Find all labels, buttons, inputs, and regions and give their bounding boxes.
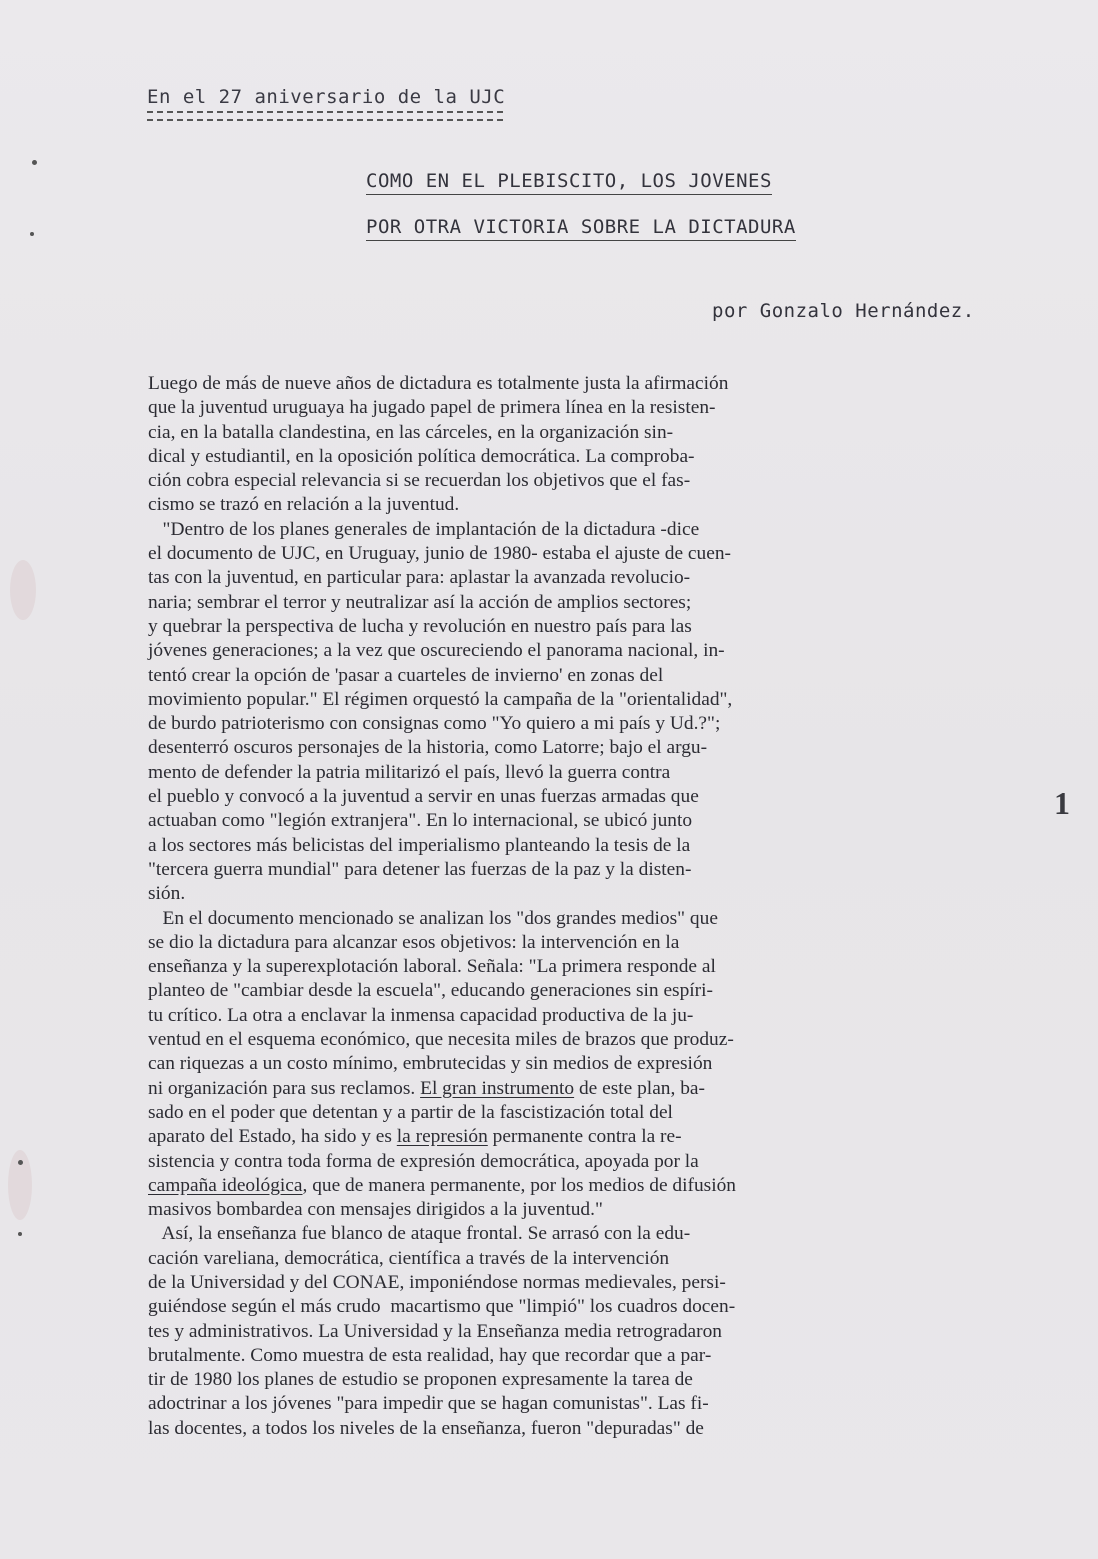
body-line: mento de defender la patria militarizó el país, llevó la guerra contra — [148, 761, 671, 783]
heading-label: En el 27 aniversario de la UJC — [147, 86, 506, 108]
body-line: Así, la enseñanza fue blanco de ataque frontal. Se arrasó con la edu- — [148, 1223, 691, 1245]
title-line-2: POR OTRA VICTORIA SOBRE LA DICTADURA — [366, 216, 796, 241]
body-line: planteo de "cambiar desde la escuela", educando generaciones sin espíri- — [148, 980, 713, 1002]
underlined-phrase: la represión — [396, 1126, 488, 1148]
body-line: a los sectores más belicistas del imperialismo planteando la tesis de la — [148, 834, 691, 856]
double-underline — [147, 111, 503, 121]
body-line: actuaban como "legión extranjera". En lo internacional, se ubicó junto — [148, 810, 693, 832]
body-line: enseñanza y la superexplotación laboral. Señala: "La primera responde al — [148, 956, 716, 978]
body-line: can riquezas a un costo mínimo, embrutecidas y sin medios de expresión — [148, 1053, 713, 1075]
body-line: tentó crear la opción de 'pasar a cuarteles de invierno' en zonas del — [148, 664, 664, 686]
paper-stain — [10, 560, 36, 620]
body-line: movimiento popular." El régimen orquestó la campaña de la "orientalidad", — [148, 688, 733, 710]
body-line: En el documento mencionado se analizan los "dos grandes medios" que — [148, 907, 718, 929]
body-line: tas con la juventud, en particular para: aplastar la avanzada revolucio- — [148, 567, 691, 589]
body-line: cia, en la batalla clandestina, en las cárceles, en la organización sin- — [148, 421, 674, 443]
body-line: Luego de más de nueve años de dictadura es totalmente justa la afirmación — [148, 373, 729, 394]
article-body — [148, 372, 1028, 1441]
body-line: y quebrar la perspectiva de lucha y revolución en nuestro país para las — [148, 615, 692, 637]
body-line: sado en el poder que detentan y a partir de la fascistización total del — [148, 1101, 673, 1123]
body-line: guiéndose según el más crudo macartismo que "limpió" los cuadros docen- — [148, 1296, 736, 1318]
body-line: dical y estudiantil, en la oposición política democrática. La comproba- — [148, 445, 695, 467]
body-line: campaña ideológica, que de manera permanente, por los medios de difusión — [148, 1174, 736, 1196]
body-line: sión. — [148, 883, 186, 905]
body-line: ventud en el esquema económico, que necesita miles de brazos que produz- — [148, 1029, 734, 1051]
body-line: ni organización para sus reclamos. El gran instrumento de este plan, ba- — [148, 1077, 705, 1099]
body-line: sistencia y contra toda forma de expresión democrática, apoyada por la — [148, 1150, 699, 1172]
punch-mark — [18, 1232, 22, 1236]
body-line: cismo se trazó en relación a la juventud. — [148, 494, 460, 516]
body-line: masivos bombardea con mensajes dirigidos a la juventud." — [148, 1199, 603, 1221]
body-line: jóvenes generaciones; a la vez que oscureciendo el panorama nacional, in- — [148, 640, 725, 662]
punch-mark — [32, 160, 37, 165]
body-line: ción cobra especial relevancia si se recuerdan los objetivos que el fas- — [148, 470, 691, 492]
body-line: adoctrinar a los jóvenes "para impedir que se hagan comunistas". Las fi- — [148, 1393, 709, 1415]
author-byline: por Gonzalo Hernández. — [712, 300, 975, 322]
body-line: desenterró oscuros personajes de la historia, como Latorre; bajo el argu- — [148, 737, 708, 759]
underlined-phrase: El gran instrumento — [420, 1077, 575, 1099]
title-line-1: COMO EN EL PLEBISCITO, LOS JOVENES — [366, 170, 772, 195]
page-number: 1 — [1054, 785, 1070, 821]
body-line: el pueblo y convocó a la juventud a servir en unas fuerzas armadas que — [148, 786, 699, 808]
body-line: que la juventud uruguaya ha jugado papel de primera línea en la resisten- — [148, 397, 716, 419]
punch-mark — [18, 1160, 23, 1165]
body-line: "Dentro de los planes generales de implantación de la dictadura -dice — [148, 518, 700, 540]
body-line: de burdo patrioterismo con consignas como "Yo quiero a mi país y Ud.?"; — [148, 713, 721, 735]
body-line: cación vareliana, democrática, científica a través de la intervención — [148, 1247, 670, 1269]
body-line: las docentes, a todos los niveles de la enseñanza, fueron "depuradas" de — [148, 1417, 704, 1439]
body-line: aparato del Estado, ha sido y es la represión permanente contra la re- — [148, 1126, 682, 1148]
body-line: se dio la dictadura para alcanzar esos objetivos: la intervención en la — [148, 931, 680, 953]
body-line: el documento de UJC, en Uruguay, junio de 1980- estaba el ajuste de cuen- — [148, 543, 731, 565]
body-line: naria; sembrar el terror y neutralizar así la acción de amplios sectores; — [148, 591, 692, 613]
body-line: tir de 1980 los planes de estudio se proponen expresamente la tarea de — [148, 1369, 693, 1391]
body-line: de la Universidad y del CONAE, imponiéndose normas medievales, persi- — [148, 1271, 726, 1293]
body-line: tu crítico. La otra a enclavar la inmensa capacidad productiva de la ju- — [148, 1004, 694, 1026]
underlined-phrase: campaña ideológica — [148, 1174, 303, 1196]
body-line: "tercera guerra mundial" para detener las fuerzas de la paz y la disten- — [148, 858, 692, 880]
punch-mark — [30, 232, 34, 236]
body-line: tes y administrativos. La Universidad y la Enseñanza media retrogradaron — [148, 1320, 722, 1342]
body-line: brutalmente. Como muestra de esta realidad, hay que recordar que a par- — [148, 1344, 712, 1366]
